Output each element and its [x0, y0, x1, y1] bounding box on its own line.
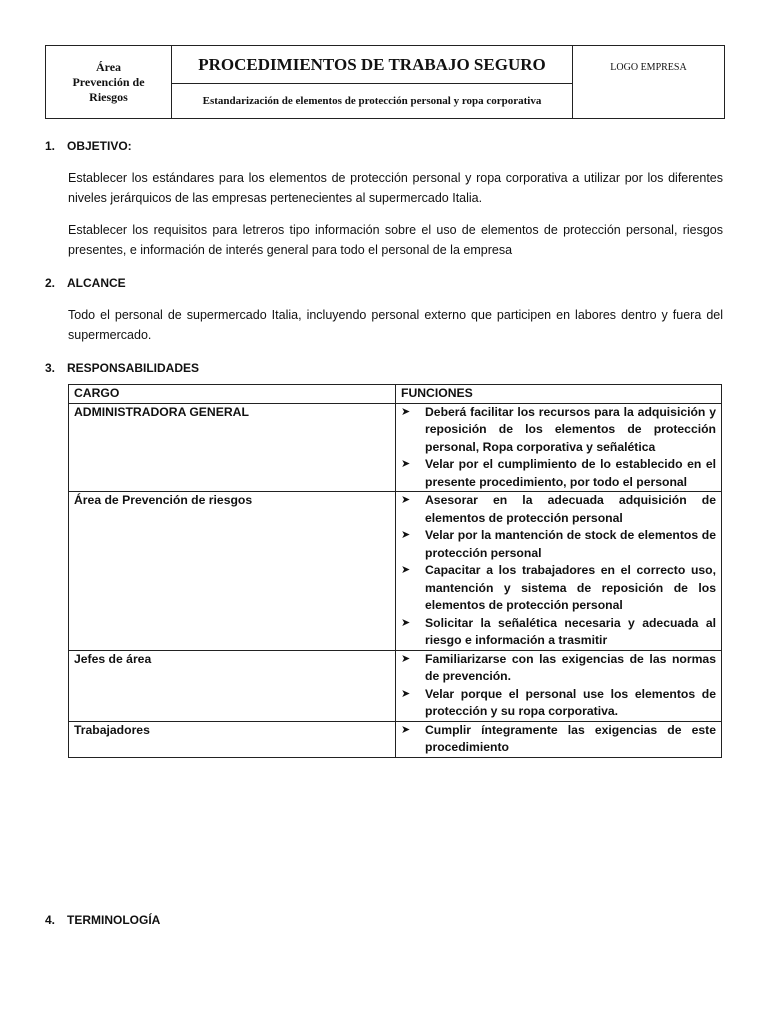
funciones-cell — [396, 403, 722, 492]
alcance-paragraph: Todo el personal de supermercado Italia, incluyendo personal externo que participen en labores dentro y fuera del supermercado. — [68, 308, 723, 342]
title-cell — [172, 46, 573, 118]
table-row — [69, 650, 722, 721]
list-item — [401, 686, 716, 721]
document-body — [45, 136, 723, 930]
funcion-text: Velar por la mantención de stock de elementos de protección personal — [425, 528, 716, 560]
funcion-text: Velar porque el personal use los elementos de protección y su ropa corporativa. — [425, 686, 716, 718]
funcion-text: Familiarizarse con las exigencias de las normas de prevención. — [425, 651, 716, 683]
funciones-cell — [396, 492, 722, 651]
funcion-text: Solicitar la señalética necesaria y adecuada al riesgo e información a trasmitir — [425, 615, 716, 647]
section-responsabilidades-title: 3. RESPONSABILIDADES — [45, 361, 200, 375]
document-header — [45, 45, 725, 119]
funcion-text: Deberá facilitar los recursos para la adquisición y reposición de los elementos de protección personal, Ropa corporativa y señalética — [425, 404, 716, 454]
area-cell — [46, 46, 172, 118]
table-row — [69, 721, 722, 757]
col-cargo-header: CARGO — [69, 385, 396, 404]
cargo-cell: Trabajadores — [69, 721, 396, 757]
document-title: PROCEDIMIENTOS DE TRABAJO SEGURO — [172, 46, 572, 84]
arrow-bullet-icon: ➤ — [401, 529, 411, 541]
cargo-cell: Jefes de área — [69, 650, 396, 721]
funcion-text: Asesorar en la adecuada adquisición de elementos de protección personal — [425, 493, 716, 525]
arrow-bullet-icon: ➤ — [401, 723, 411, 736]
funcion-text: Cumplir íntegramente las exigencias de este procedimiento — [425, 722, 716, 754]
section-objetivo-title: 1. OBJETIVO: — [45, 139, 132, 153]
area-line-3: Riesgos — [89, 89, 128, 104]
list-item — [401, 492, 716, 527]
area-line-2: Prevención de — [72, 74, 145, 89]
table-header-row — [69, 385, 722, 404]
document-subtitle: Estandarización de elementos de protección personal y ropa corporativa — [202, 95, 542, 107]
arrow-bullet-icon: ➤ — [401, 494, 411, 506]
objetivo-paragraph-2: Establecer los requisitos para letreros tipo información sobre el uso de elementos de protección personal, riesgos presentes, e información de interés general para todo el personal de la empresa — [68, 223, 723, 257]
responsabilidades-table — [68, 384, 722, 758]
arrow-bullet-icon: ➤ — [401, 458, 411, 470]
arrow-bullet-icon: ➤ — [401, 687, 411, 700]
area-line-1: Área — [95, 59, 122, 74]
list-item — [401, 722, 716, 757]
logo-placeholder: LOGO EMPRESA — [610, 62, 687, 73]
arrow-bullet-icon: ➤ — [401, 405, 411, 418]
list-item — [401, 527, 716, 562]
list-item — [401, 456, 716, 491]
arrow-bullet-icon: ➤ — [401, 616, 411, 629]
list-item — [401, 651, 716, 686]
arrow-bullet-icon: ➤ — [401, 652, 411, 665]
list-item — [401, 404, 716, 457]
list-item — [401, 615, 716, 650]
funcion-text: Velar por el cumplimiento de lo establecido en el presente procedimiento, por todo el personal — [425, 457, 716, 489]
section-alcance-title: 2. ALCANCE — [45, 276, 126, 290]
objetivo-paragraph-1: Establecer los estándares para los elementos de protección personal y ropa corporativa a utilizar por los diferentes niveles jerárquicos de las empresas pertenecientes al supermercado Italia. — [68, 171, 723, 205]
arrow-bullet-icon: ➤ — [401, 564, 411, 576]
cargo-cell: ADMINISTRADORA GENERAL — [69, 403, 396, 492]
funcion-text: Capacitar a los trabajadores en el correcto uso, mantención y sistema de reposición de los elementos de protección personal — [425, 563, 716, 612]
table-row — [69, 492, 722, 651]
funciones-cell — [396, 650, 722, 721]
col-funciones-header: FUNCIONES — [396, 385, 722, 404]
list-item — [401, 562, 716, 615]
cargo-cell: Área de Prevención de riesgos — [69, 492, 396, 651]
table-row — [69, 403, 722, 492]
section-terminologia-title: 4. TERMINOLOGÍA — [45, 912, 161, 927]
funciones-cell — [396, 721, 722, 757]
